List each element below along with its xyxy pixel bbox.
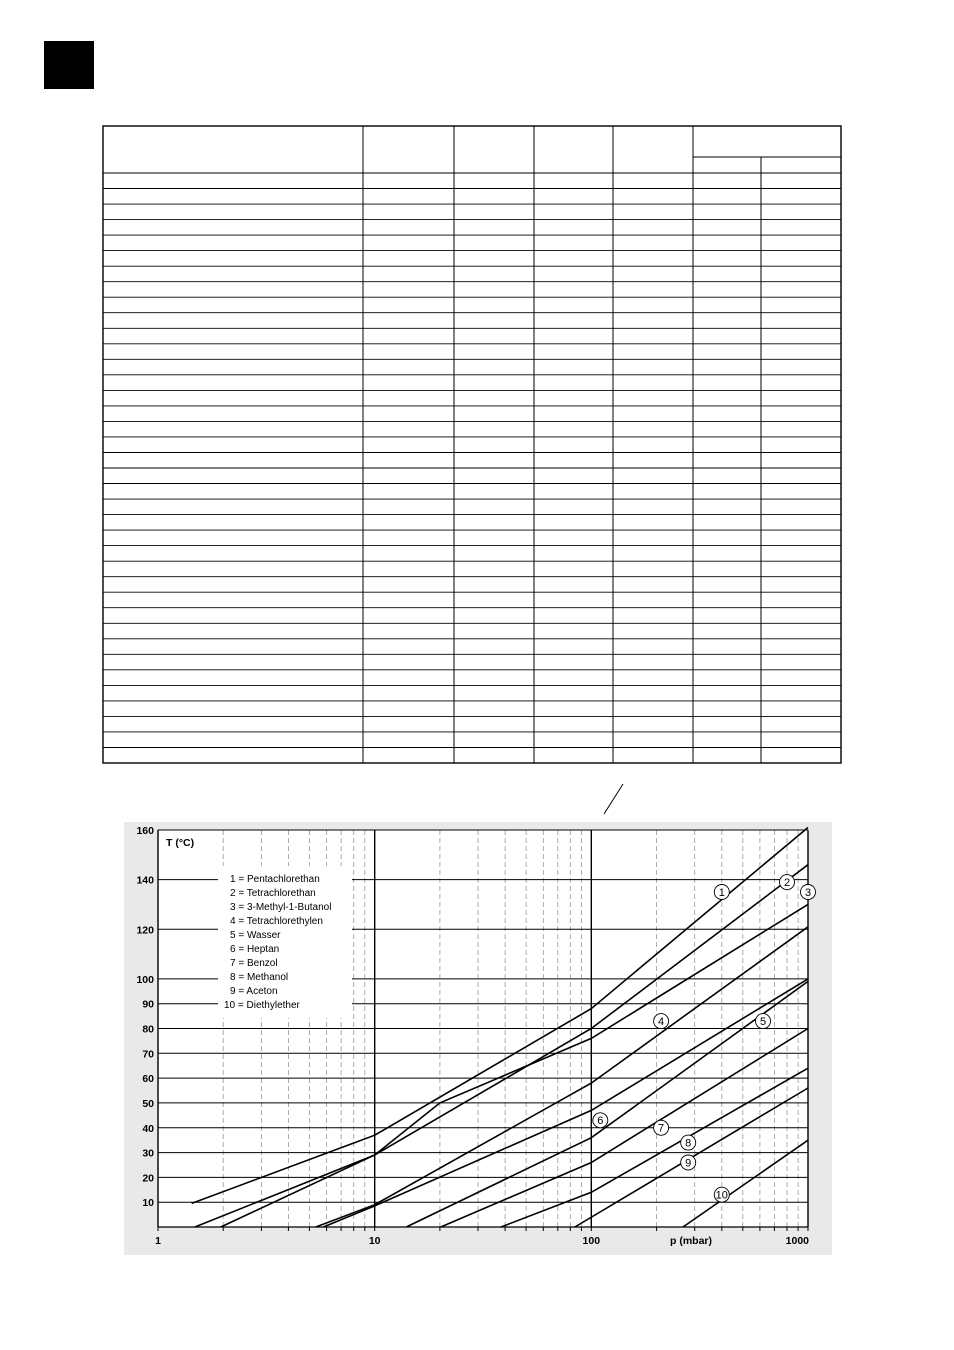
series-marker-3: 3	[804, 886, 812, 899]
y-tick-label: 20	[142, 1172, 154, 1185]
legend-entry-9: 9 = Aceton	[230, 986, 278, 997]
series-marker-5: 5	[759, 1015, 767, 1028]
series-marker-2: 2	[783, 876, 791, 889]
legend-entry-8: 8 = Methanol	[230, 972, 289, 983]
y-tick-label: 160	[136, 825, 154, 837]
y-tick-label: 60	[142, 1073, 154, 1086]
x-axis-label: p (mbar)	[670, 1235, 712, 1247]
y-tick-label: 10	[142, 1197, 154, 1210]
x-tick-label: 10	[368, 1235, 381, 1247]
y-tick-label: 100	[136, 973, 154, 986]
y-tick-label: 40	[142, 1122, 154, 1135]
y-tick-label: 50	[142, 1097, 154, 1110]
x-tick-label: 1000	[785, 1235, 809, 1247]
legend-entry-3: 3 = 3-Methyl-1-Butanol	[230, 902, 332, 913]
y-axis-label: T (°C)	[166, 837, 195, 849]
series-marker-4: 4	[658, 1015, 665, 1028]
y-tick-label: 140	[136, 874, 154, 887]
x-tick-label: 1	[155, 1235, 161, 1247]
series-marker-10: 10	[715, 1189, 728, 1202]
y-tick-label: 120	[136, 924, 154, 937]
legend-entry-4: 4 = Tetrachlorethylen	[230, 916, 323, 927]
series-marker-8: 8	[685, 1137, 692, 1150]
series-marker-1: 1	[718, 886, 725, 899]
legend-entry-5: 5 = Wasser	[230, 930, 281, 941]
legend-entry-7: 7 = Benzol	[230, 958, 278, 969]
x-tick-label: 100	[582, 1235, 601, 1247]
y-tick-label: 90	[142, 998, 154, 1011]
legend-entry-1: 1 = Pentachlorethan	[230, 874, 320, 885]
legend-entry-2: 2 = Tetrachlorethan	[230, 888, 316, 899]
y-tick-label: 80	[142, 1023, 154, 1036]
series-marker-7: 7	[658, 1122, 665, 1135]
y-tick-label: 70	[142, 1048, 154, 1061]
y-tick-label: 30	[142, 1147, 154, 1160]
legend-entry-10: 10 = Diethylether	[224, 1000, 300, 1011]
series-marker-9: 9	[685, 1157, 692, 1170]
series-marker-6: 6	[597, 1115, 604, 1128]
legend-entry-6: 6 = Heptan	[230, 944, 280, 955]
